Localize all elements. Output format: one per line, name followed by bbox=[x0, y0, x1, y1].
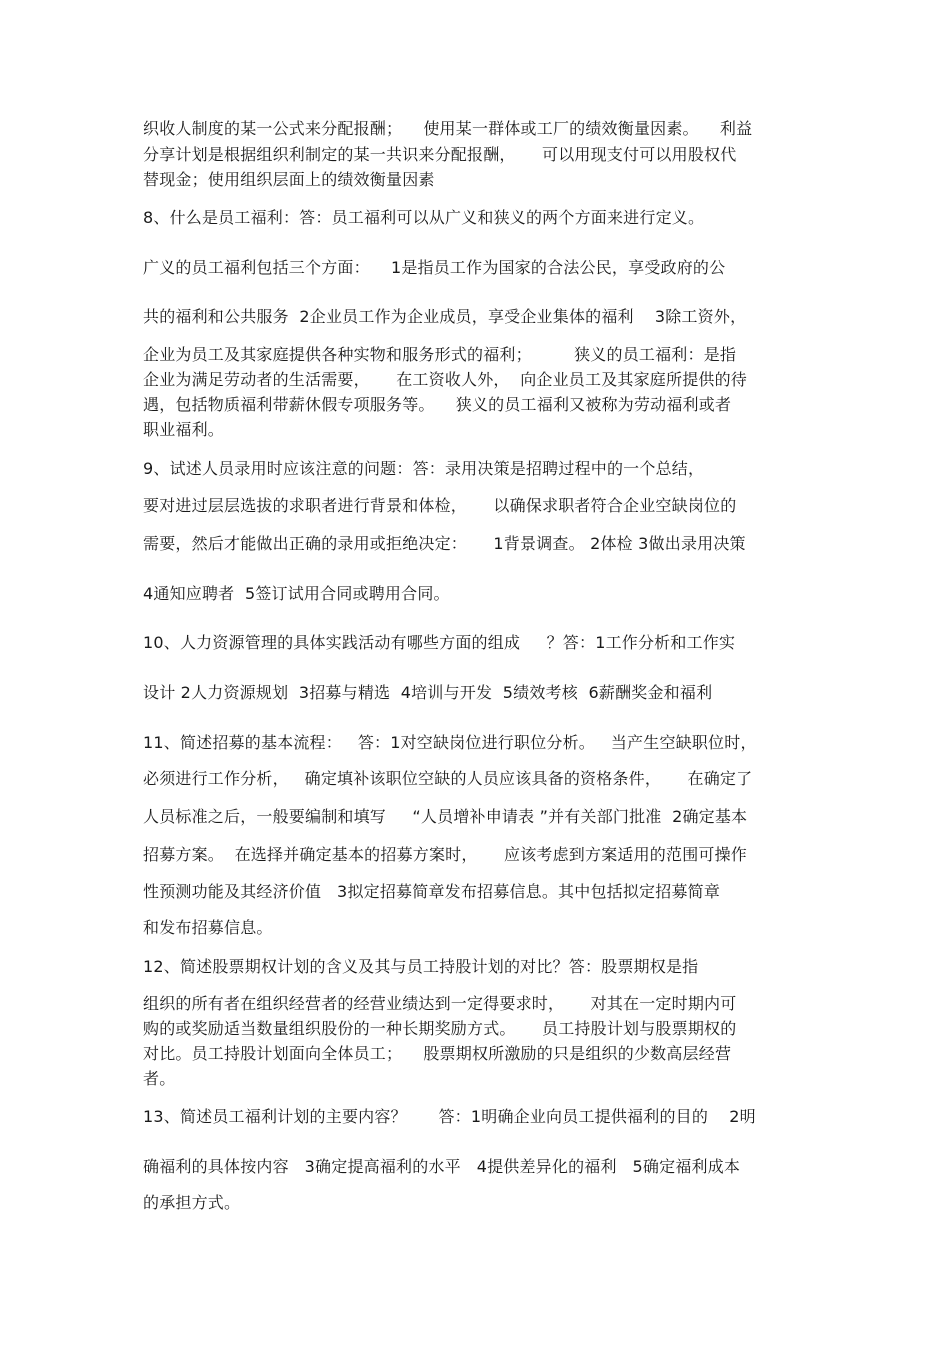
text-line: 分享计划是根据组织利制定的某一共识来分配报酬， 可以用现支付可以用股权代 bbox=[143, 145, 737, 164]
text-line: 设计 2人力资源规划 3招募与精选 4培训与开发 5绩效考核 6薪酬奖金和福利 bbox=[143, 683, 713, 702]
text-line: 购的或奖励适当数量组织股份的一种长期奖励方式。 员工持股计划与股票期权的 bbox=[143, 1019, 737, 1038]
text-line: 9、试述人员录用时应该注意的问题：答：录用决策是招聘过程中的一个总结， bbox=[143, 459, 705, 478]
text-line: 广义的员工福利包括三个方面： 1是指员工作为国家的合法公民，享受政府的公 bbox=[143, 258, 726, 277]
text-line: 确福利的具体按内容 3确定提高福利的水平 4提供差异化的福利 5确定福利成本 bbox=[143, 1157, 741, 1176]
text-line: 替现金；使用组织层面上的绩效衡量因素 bbox=[143, 170, 435, 189]
text-line: 遇，包括物质福利带薪休假专项服务等。 狭义的员工福利又被称为劳动福利或者 bbox=[143, 395, 732, 414]
text-line: 企业为满足劳动者的生活需要， 在工资收人外， 向企业员工及其家庭所提供的待 bbox=[143, 370, 748, 389]
text-line: 和发布招募信息。 bbox=[143, 918, 273, 937]
text-line: 12、简述股票期权计划的含义及其与员工持股计划的对比？答：股票期权是指 bbox=[143, 957, 699, 976]
text-line: 要对进过层层选拔的求职者进行背景和体检， 以确保求职者符合企业空缺岗位的 bbox=[143, 496, 737, 515]
text-line: 对比。员工持股计划面向全体员工； 股票期权所激励的只是组织的少数高层经营 bbox=[143, 1044, 732, 1063]
text-line: 4通知应聘者 5签订试用合同或聘用合同。 bbox=[143, 584, 450, 603]
text-line: 11、简述招募的基本流程： 答：1对空缺岗位进行职位分析。 当产生空缺职位时， bbox=[143, 733, 757, 752]
text-line: 13、简述员工福利计划的主要内容？ 答：1明确企业向员工提供福利的目的 2明 bbox=[143, 1107, 756, 1126]
text-line: 组织的所有者在组织经营者的经营业绩达到一定得要求时， 对其在一定时期内可 bbox=[143, 994, 737, 1013]
text-line: 人员标准之后，一般要编制和填写 “人员增补申请表 ”并有关部门批准 2确定基本 bbox=[143, 807, 748, 826]
text-line: 企业为员工及其家庭提供各种实物和服务形式的福利； 狭义的员工福利：是指 bbox=[143, 345, 737, 364]
text-line: 的承担方式。 bbox=[143, 1193, 241, 1212]
text-line: 8、什么是员工福利：答：员工福利可以从广义和狭义的两个方面来进行定义。 bbox=[143, 208, 705, 227]
text-line: 共的福利和公共服务 2企业员工作为企业成员，享受企业集体的福利 3除工资外， bbox=[143, 307, 747, 326]
text-line: 必须进行工作分析， 确定填补该职位空缺的人员应该具备的资格条件， 在确定了 bbox=[143, 769, 753, 788]
text-line: 10、人力资源管理的具体实践活动有哪些方面的组成 ？答：1工作分析和工作实 bbox=[143, 633, 736, 652]
text-line: 职业福利。 bbox=[143, 420, 225, 439]
text-line: 者。 bbox=[143, 1069, 176, 1088]
text-line: 需要，然后才能做出正确的录用或拒绝决定： 1背景调查。 2体检 3做出录用决策 bbox=[143, 534, 746, 553]
text-line: 招募方案。 在选择并确定基本的招募方案时， 应该考虑到方案适用的范围可操作 bbox=[143, 845, 748, 864]
text-line: 性预测功能及其经济价值 3拟定招募简章发布招募信息。其中包括拟定招募简章 bbox=[143, 882, 721, 901]
text-line: 织收人制度的某一公式来分配报酬； 使用某一群体或工厂的绩效衡量因素。 利益 bbox=[143, 119, 753, 138]
